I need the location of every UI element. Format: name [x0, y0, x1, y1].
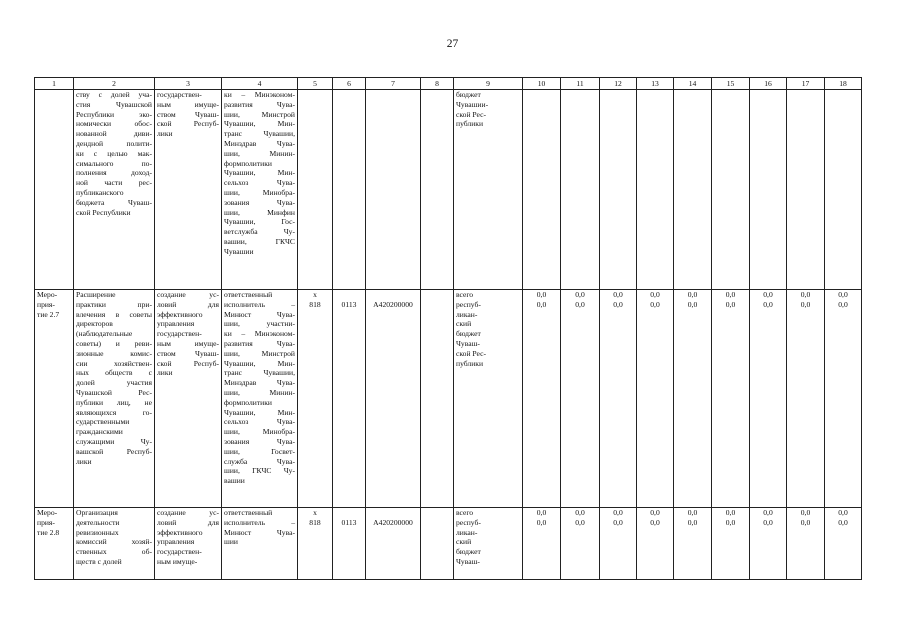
cell-line: развития Чува- — [224, 338, 295, 348]
cell-line: 0,0 — [575, 517, 585, 527]
cell-col15 — [712, 90, 750, 290]
value-cell-18 — [825, 290, 862, 508]
header-cell-4: 4 — [222, 78, 298, 90]
cell-col16 — [750, 90, 787, 290]
value-cell-17 — [787, 508, 825, 580]
cell-line: Минздрав Чува- — [224, 138, 295, 148]
rzpr-cell — [333, 508, 366, 580]
cell-line: 0,0 — [650, 290, 660, 299]
cell-line: директоров — [76, 319, 113, 329]
cell-col3 — [155, 90, 222, 290]
header-cell-17: 17 — [787, 78, 825, 90]
cell-line: всего — [456, 290, 474, 299]
cell-line: транс Чувашии, — [224, 129, 295, 139]
cell-line: 0,0 — [725, 290, 736, 299]
cell-line: шии, Минфин — [224, 207, 295, 217]
cell-line: Расширение — [76, 290, 116, 299]
cell-line — [423, 290, 451, 300]
cell-line: гражданскими — [76, 427, 123, 437]
event-description-cell — [74, 290, 155, 508]
value-cell-12 — [600, 508, 637, 580]
cell-line: Чувашии, Мин- — [224, 358, 295, 368]
cell-line: ревизионных — [76, 527, 119, 537]
cell-line: лики — [157, 129, 173, 139]
cell-line: шии, Минобра- — [224, 187, 295, 197]
cell-line: формполитики — [224, 397, 272, 407]
cell-line — [335, 290, 363, 300]
cell-line: ством Чуваш- — [157, 109, 219, 119]
cell-line: Республики эко- — [76, 109, 152, 119]
cell-line: сельхоз Чува- — [224, 417, 295, 427]
cell-line: респуб- — [456, 517, 481, 527]
header-cell-6: 6 — [333, 78, 366, 90]
cell-line: бюджета Чуваш- — [76, 197, 152, 207]
cell-line: 0,0 — [725, 508, 736, 517]
budget-table — [34, 77, 862, 580]
cell-line: 0,0 — [613, 508, 623, 517]
cell-col8 — [421, 90, 454, 290]
cell-line: 0,0 — [650, 508, 660, 517]
funding-source-cell — [454, 508, 523, 580]
header-cell-1: 1 — [35, 78, 74, 90]
cell-line: 818 — [309, 517, 321, 527]
cell-line: ным имуще- — [157, 556, 198, 566]
cell-line: вашии — [224, 476, 245, 486]
cell-col5 — [298, 90, 333, 290]
cell-line: 0,0 — [613, 290, 623, 299]
cell-line: государствен- — [157, 329, 202, 339]
table-row — [35, 290, 862, 508]
value-cell-16 — [750, 508, 787, 580]
cell-col17 — [787, 90, 825, 290]
header-cell-18: 18 — [825, 78, 862, 90]
cell-line: ской Рес- — [456, 109, 487, 119]
cell-line: 0,0 — [536, 517, 547, 527]
cell-line: управления — [157, 537, 195, 547]
cell-line: ликан- — [456, 309, 478, 319]
cell-line: 0,0 — [800, 290, 811, 299]
cell-line: ществ с долей — [76, 556, 122, 566]
cell-line: публики лиц, не — [76, 397, 152, 407]
cell-col13 — [637, 90, 674, 290]
cell-line: дендной полити- — [76, 138, 152, 148]
cell-line: Чувашской Рес- — [76, 387, 152, 397]
executor-cell — [222, 290, 298, 508]
cell-line: исполнитель – — [224, 517, 295, 527]
cell-line: бюджет — [456, 90, 481, 99]
header-cell-5: 5 — [298, 78, 333, 90]
cell-col7 — [366, 90, 421, 290]
cell-line: респуб- — [456, 299, 481, 309]
cell-line: эффективного — [157, 527, 203, 537]
cell-line: публики — [456, 119, 484, 129]
cell-line: вашии, ГКЧС — [224, 236, 295, 246]
grbs-cell — [298, 508, 333, 580]
cell-line: шии, Минстрой — [224, 109, 295, 119]
cell-line: государствен- — [157, 547, 202, 557]
cell-line: ным имуще- — [157, 99, 219, 109]
cell-line: Организация — [76, 508, 118, 517]
cell-line: симального по- — [76, 158, 152, 168]
header-cell-12: 12 — [600, 78, 637, 90]
cell-line: нованной диви- — [76, 129, 152, 139]
cell-line: x — [313, 290, 317, 299]
header-cell-8: 8 — [421, 78, 454, 90]
cell-line: ством Чуваш- — [157, 348, 219, 358]
cell-line: 0,0 — [838, 508, 848, 517]
cell-line: 0,0 — [838, 290, 848, 299]
cell-line: шии, Минин- — [224, 387, 295, 397]
cell-line: 0,0 — [536, 508, 547, 517]
header-cell-3: 3 — [155, 78, 222, 90]
goal-cell — [155, 508, 222, 580]
cell-line: шии — [224, 537, 238, 547]
cell-line — [423, 518, 451, 528]
cell-line: создание ус- — [157, 508, 219, 517]
cell-line: Чувашии, Мин- — [224, 119, 295, 129]
value-cell-13 — [637, 290, 674, 508]
cell-line: ский — [456, 319, 472, 329]
value-cell-16 — [750, 290, 787, 508]
cell-line: шии, Госвет- — [224, 446, 295, 456]
cell-line: сельхоз Чува- — [224, 178, 295, 188]
cell-line: ликан- — [456, 527, 478, 537]
value-cell-10 — [523, 290, 561, 508]
value-cell-14 — [674, 508, 712, 580]
cell-line: 0,0 — [800, 299, 811, 309]
table-row — [35, 508, 862, 580]
header-cell-13: 13 — [637, 78, 674, 90]
cell-line: ской Респуб- — [157, 119, 219, 129]
cell-line: Меро- — [37, 508, 58, 517]
cell-line: зования Чува- — [224, 436, 295, 446]
value-cell-18 — [825, 508, 862, 580]
cell-line: ки с целью мак- — [76, 148, 152, 158]
rzpr-cell — [333, 290, 366, 508]
value-cell-14 — [674, 290, 712, 508]
cell-line: ной части рес- — [76, 178, 152, 188]
cell-line: ки – Минэконом- — [224, 329, 295, 339]
header-cell-14: 14 — [674, 78, 712, 90]
value-cell-12 — [600, 290, 637, 508]
value-cell-10 — [523, 508, 561, 580]
cell-line: x — [313, 508, 317, 517]
cell-line: создание ус- — [157, 290, 219, 299]
cell-line: транс Чувашии, — [224, 368, 295, 378]
cell-line: являющихся го- — [76, 407, 152, 417]
cell-line: 0113 — [341, 517, 357, 527]
cell-line: всего — [456, 508, 474, 517]
cell-line: 0,0 — [725, 517, 736, 527]
goal-cell — [155, 290, 222, 508]
cell-line: А420200000 — [373, 299, 413, 309]
cell-line: деятельности — [76, 517, 120, 527]
cell-line: тие 2.7 — [37, 309, 60, 319]
cell-col6 — [333, 90, 366, 290]
cell-line: развития Чува- — [224, 99, 295, 109]
cell-line: ский — [456, 537, 472, 547]
cell-line: публиканского — [76, 187, 124, 197]
cell-col2 — [74, 90, 155, 290]
cell-line: советы) и реви- — [76, 338, 152, 348]
cell-line: ской Респуб- — [157, 358, 219, 368]
vr-cell — [421, 508, 454, 580]
cell-line: ству с долей уча- — [76, 90, 152, 99]
cell-line: 0113 — [341, 299, 357, 309]
cell-line: Чуваш- — [456, 556, 480, 566]
cell-line: стия Чувашской — [76, 99, 152, 109]
event-name-cell — [35, 290, 74, 508]
cell-line: ки – Минэконом- — [224, 90, 295, 99]
cell-line: управления — [157, 319, 195, 329]
cell-line: Минюст Чува- — [224, 527, 295, 537]
header-cell-15: 15 — [712, 78, 750, 90]
cell-line: 0,0 — [687, 299, 698, 309]
cell-col10 — [523, 90, 561, 290]
header-cell-11: 11 — [561, 78, 600, 90]
cell-line: Минздрав Чува- — [224, 378, 295, 388]
cell-line: бюджет — [456, 329, 481, 339]
cell-line: 0,0 — [650, 517, 660, 527]
cell-line: 0,0 — [575, 508, 585, 517]
cell-line: служба Чува- — [224, 456, 295, 466]
cell-line: 0,0 — [763, 517, 773, 527]
cell-line — [368, 508, 418, 518]
cell-line: комиссий хозяй- — [76, 537, 152, 547]
event-description-cell — [74, 508, 155, 580]
cell-line: ской Рес- — [456, 348, 487, 358]
cell-line: шии, Минин- — [224, 148, 295, 158]
cell-line: сии хозяйствен- — [76, 358, 152, 368]
cell-line: 0,0 — [687, 508, 698, 517]
cell-line: 0,0 — [838, 517, 848, 527]
value-cell-11 — [561, 290, 600, 508]
cell-line: ответственный — [224, 508, 273, 517]
cell-line: ственных об- — [76, 547, 152, 557]
cell-line: Минюст Чува- — [224, 309, 295, 319]
cell-line: ответственный — [224, 290, 273, 299]
cell-line: ветслужба Чу- — [224, 227, 295, 237]
cell-line: государствен- — [157, 90, 202, 99]
cell-line: шии, Минобра- — [224, 427, 295, 437]
cell-line — [368, 290, 418, 300]
cell-line — [335, 508, 363, 518]
cell-line: шии, ГКЧС Чу- — [224, 466, 295, 476]
value-cell-15 — [712, 290, 750, 508]
cell-line: 0,0 — [650, 299, 660, 309]
cell-col18 — [825, 90, 862, 290]
cell-line: 0,0 — [575, 290, 585, 299]
cell-line: Чувашии — [224, 246, 254, 256]
cell-col4 — [222, 90, 298, 290]
cell-line: Чуваш- — [456, 338, 480, 348]
csr-cell — [366, 290, 421, 508]
vr-cell — [421, 290, 454, 508]
cell-line: 0,0 — [613, 299, 623, 309]
cell-line: прия- — [37, 299, 55, 309]
header-cell-2: 2 — [74, 78, 155, 90]
value-cell-15 — [712, 508, 750, 580]
cell-line: влечения в советы — [76, 309, 152, 319]
cell-line: полнения доход- — [76, 168, 152, 178]
cell-line: 0,0 — [687, 290, 698, 299]
cell-line: лики — [76, 456, 92, 466]
cell-line: исполнитель – — [224, 299, 295, 309]
cell-line: 818 — [309, 299, 321, 309]
cell-line: шии, участни- — [224, 319, 295, 329]
cell-line: эффективного — [157, 309, 203, 319]
cell-line: ных обществ с — [76, 368, 152, 378]
cell-line: долей участия — [76, 378, 152, 388]
csr-cell — [366, 508, 421, 580]
cell-line: 0,0 — [687, 517, 698, 527]
value-cell-11 — [561, 508, 600, 580]
cell-line: лики — [157, 368, 173, 378]
cell-line: зования Чува- — [224, 197, 295, 207]
header-cell-10: 10 — [523, 78, 561, 90]
value-cell-13 — [637, 508, 674, 580]
cell-line: 0,0 — [763, 508, 773, 517]
cell-line: 0,0 — [763, 290, 773, 299]
cell-line: Меро- — [37, 290, 58, 299]
cell-col1 — [35, 90, 74, 290]
cell-line: тие 2.8 — [37, 527, 60, 537]
cell-line: практики при- — [76, 299, 152, 309]
cell-line: бюджет — [456, 547, 481, 557]
cell-line: формполитики — [224, 158, 272, 168]
funding-source-cell — [454, 290, 523, 508]
cell-line: прия- — [37, 517, 55, 527]
header-cell-9: 9 — [454, 78, 523, 90]
cell-line: 0,0 — [838, 299, 848, 309]
cell-line: (наблюдательные — [76, 329, 133, 339]
cell-line: ным имуще- — [157, 338, 219, 348]
cell-line — [423, 508, 451, 518]
cell-col9 — [454, 90, 523, 290]
cell-line: 0,0 — [800, 508, 811, 517]
cell-col14 — [674, 90, 712, 290]
header-row — [35, 78, 862, 90]
cell-line: зионные комис- — [76, 348, 152, 358]
cell-line: вашской Респуб- — [76, 446, 152, 456]
executor-cell — [222, 508, 298, 580]
cell-line: Чувашии- — [456, 99, 489, 109]
cell-line: 0,0 — [725, 299, 736, 309]
cell-line: ской Республики — [76, 207, 131, 217]
grbs-cell — [298, 290, 333, 508]
cell-line: служащими Чу- — [76, 436, 152, 446]
cell-line: 0,0 — [536, 299, 547, 309]
cell-line — [423, 300, 451, 310]
cell-col11 — [561, 90, 600, 290]
header-cell-7: 7 — [366, 78, 421, 90]
header-cell-16: 16 — [750, 78, 787, 90]
cell-line: 0,0 — [575, 299, 585, 309]
cell-line: ловий для — [157, 299, 219, 309]
cell-line: 0,0 — [613, 517, 623, 527]
cell-line: номически обос- — [76, 119, 152, 129]
cell-line: сударственными — [76, 417, 130, 427]
cell-line: Чувашии, Гос- — [224, 217, 295, 227]
cell-line: 0,0 — [800, 517, 811, 527]
cell-line: шии, Минстрой — [224, 348, 295, 358]
table-row-continuation — [35, 90, 862, 290]
event-name-cell — [35, 508, 74, 580]
cell-line: ловий для — [157, 517, 219, 527]
cell-line: Чувашии, Мин- — [224, 407, 295, 417]
cell-col12 — [600, 90, 637, 290]
cell-line: публики — [456, 358, 484, 368]
cell-line: А420200000 — [373, 517, 413, 527]
cell-line: 0,0 — [763, 299, 773, 309]
cell-line: Чувашии, Мин- — [224, 168, 295, 178]
cell-line: 0,0 — [536, 290, 547, 299]
value-cell-17 — [787, 290, 825, 508]
page-number: 27 — [446, 38, 459, 50]
